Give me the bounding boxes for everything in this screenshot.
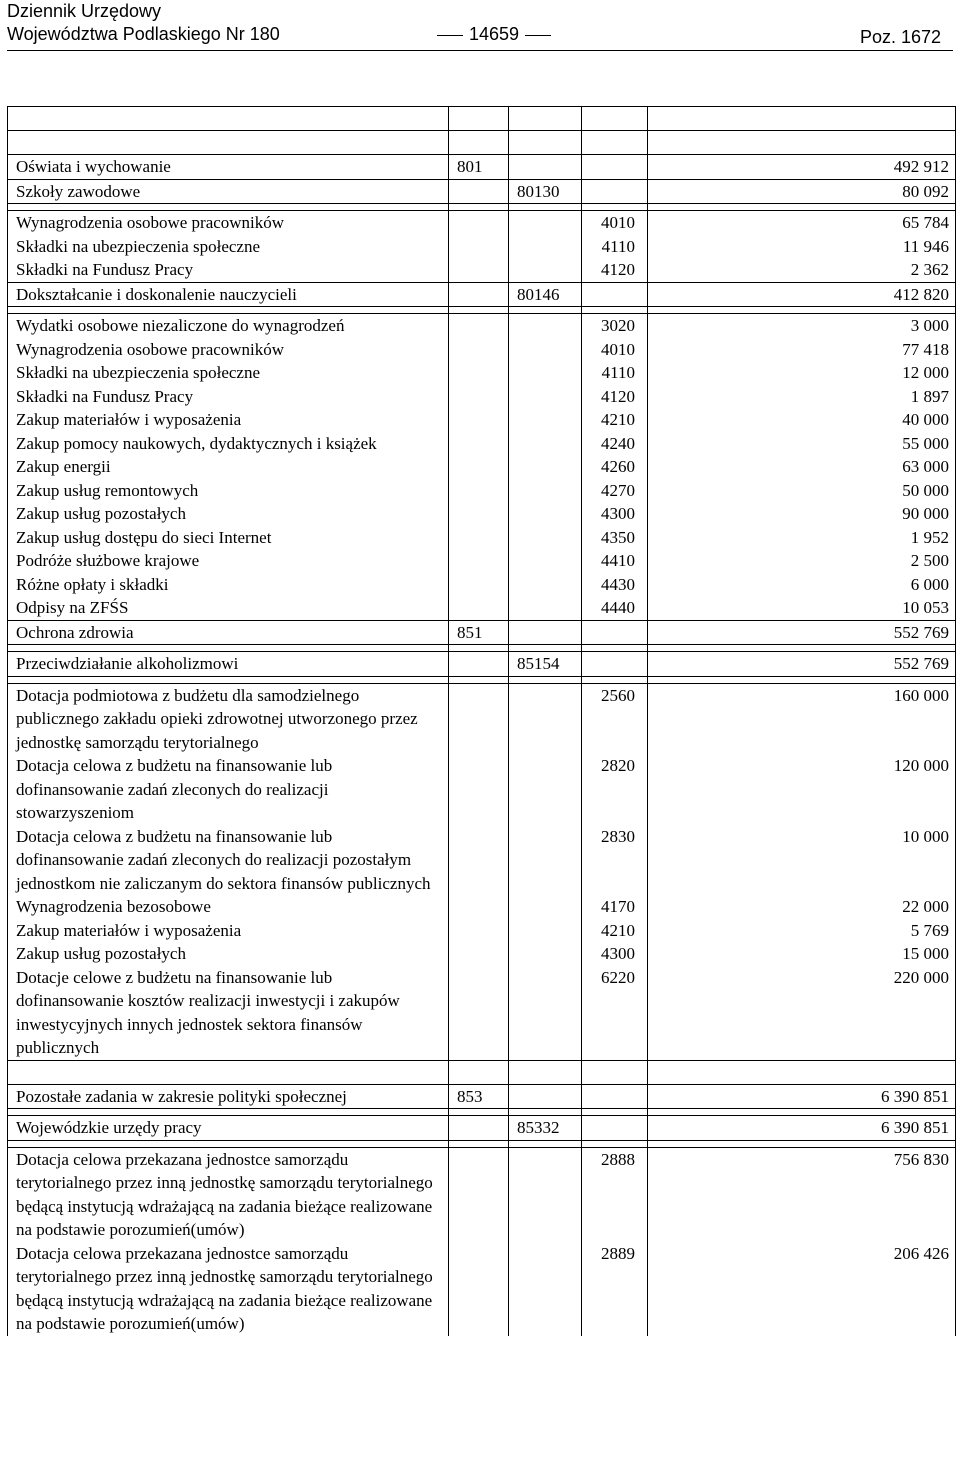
- position-number: Poz. 1672: [859, 27, 941, 47]
- section-row: [8, 652, 956, 677]
- amount-cell: 80 092: [648, 179, 956, 204]
- table-row: [8, 919, 956, 943]
- row-name: Dotacja celowa przekazana jednostce samorządu terytorialnego przez inną jednostkę samorządu terytorialnego będącą instytucją wdrażającą na zadania bieżące realizowane na podstawie porozumień(umów): [8, 1147, 449, 1242]
- dzial-cell: [449, 385, 509, 409]
- dzial-cell: [449, 652, 509, 677]
- spacer-row: [8, 645, 956, 652]
- dzial-cell: 853: [449, 1084, 509, 1109]
- row-name: Zakup materiałów i wyposażenia: [8, 408, 449, 432]
- dzial-cell: [449, 455, 509, 479]
- rozdzial-cell: [509, 314, 582, 338]
- empty-cell: [449, 1140, 509, 1147]
- row-name: Zakup usług dostępu do sieci Internet: [8, 526, 449, 550]
- rozdzial-cell: [509, 596, 582, 620]
- paragraf-cell: 4260: [582, 455, 648, 479]
- empty-cell: [449, 676, 509, 683]
- paragraf-cell: 2830: [582, 825, 648, 896]
- row-name: Zakup usług pozostałych: [8, 502, 449, 526]
- rozdzial-cell: [509, 919, 582, 943]
- rozdzial-cell: [509, 895, 582, 919]
- table-row: [8, 966, 956, 1061]
- table-row: [8, 895, 956, 919]
- table-row: [8, 1147, 956, 1242]
- empty-cell: [449, 307, 509, 314]
- rozdzial-cell: [509, 155, 582, 180]
- empty-cell: [582, 1060, 648, 1084]
- row-name: Wynagrodzenia osobowe pracowników: [8, 211, 449, 235]
- dash-right: [525, 35, 551, 36]
- empty-cell: [648, 307, 956, 314]
- empty-cell: [509, 676, 582, 683]
- dzial-cell: [449, 1116, 509, 1141]
- row-name: Odpisy na ZFŚS: [8, 596, 449, 620]
- row-name: Składki na ubezpieczenia społeczne: [8, 361, 449, 385]
- table-row: [8, 502, 956, 526]
- amount-cell: 6 000: [648, 573, 956, 597]
- empty-cell: [582, 676, 648, 683]
- table-row: [8, 1242, 956, 1336]
- paragraf-cell: [582, 1084, 648, 1109]
- rozdzial-cell: 80130: [509, 179, 582, 204]
- amount-cell: 412 820: [648, 282, 956, 307]
- empty-cell: [582, 131, 648, 155]
- empty-cell: [648, 107, 956, 131]
- section-row: [8, 179, 956, 204]
- dzial-cell: [449, 408, 509, 432]
- row-name: Pozostałe zadania w zakresie polityki społecznej: [8, 1084, 449, 1109]
- empty-cell: [648, 204, 956, 211]
- paragraf-cell: 4430: [582, 573, 648, 597]
- rozdzial-cell: [509, 1084, 582, 1109]
- row-name: Dokształcanie i doskonalenie nauczycieli: [8, 282, 449, 307]
- rozdzial-cell: [509, 1147, 582, 1242]
- rozdzial-cell: [509, 754, 582, 825]
- dzial-cell: [449, 258, 509, 282]
- row-name: Wojewódzkie urzędy pracy: [8, 1116, 449, 1141]
- empty-cell: [509, 307, 582, 314]
- rozdzial-cell: [509, 573, 582, 597]
- empty-cell: [8, 1140, 449, 1147]
- empty-cell: [8, 131, 449, 155]
- amount-cell: 2 500: [648, 549, 956, 573]
- rozdzial-cell: [509, 620, 582, 645]
- rozdzial-cell: [509, 683, 582, 754]
- amount-cell: 6 390 851: [648, 1084, 956, 1109]
- empty-cell: [648, 1060, 956, 1084]
- table-row: [8, 573, 956, 597]
- row-name: Dotacje celowe z budżetu na finansowanie lub dofinansowanie kosztów realizacji inwestycji i zakupów inwestycyjnych innych jednostek sektora finansów publicznych: [8, 966, 449, 1061]
- paragraf-cell: 4110: [582, 235, 648, 259]
- amount-cell: 3 000: [648, 314, 956, 338]
- amount-cell: 552 769: [648, 620, 956, 645]
- dzial-cell: [449, 361, 509, 385]
- amount-cell: 90 000: [648, 502, 956, 526]
- paragraf-cell: 4210: [582, 408, 648, 432]
- table-row: [8, 942, 956, 966]
- paragraf-cell: [582, 155, 648, 180]
- dzial-cell: [449, 966, 509, 1061]
- paragraf-cell: 4010: [582, 338, 648, 362]
- empty-cell: [509, 1060, 582, 1084]
- rozdzial-cell: [509, 211, 582, 235]
- empty-cell: [582, 1109, 648, 1116]
- paragraf-cell: 4300: [582, 502, 648, 526]
- empty-cell: [8, 204, 449, 211]
- table-row: [8, 825, 956, 896]
- row-name: Wydatki osobowe niezaliczone do wynagrodzeń: [8, 314, 449, 338]
- amount-cell: 11 946: [648, 235, 956, 259]
- row-name: Dotacja celowa z budżetu na finansowanie lub dofinansowanie zadań zleconych do realizacji stowarzyszeniom: [8, 754, 449, 825]
- dzial-cell: [449, 432, 509, 456]
- dzial-cell: [449, 479, 509, 503]
- table-row: [8, 754, 956, 825]
- paragraf-cell: 4300: [582, 942, 648, 966]
- paragraf-cell: 4110: [582, 361, 648, 385]
- section-row: [8, 620, 956, 645]
- row-name: Wynagrodzenia bezosobowe: [8, 895, 449, 919]
- empty-cell: [8, 1060, 449, 1084]
- empty-cell: [582, 645, 648, 652]
- empty-cell: [449, 1109, 509, 1116]
- paragraf-cell: 4350: [582, 526, 648, 550]
- document-header: [7, 0, 953, 51]
- amount-cell: 77 418: [648, 338, 956, 362]
- table-row: [8, 361, 956, 385]
- amount-cell: 2 362: [648, 258, 956, 282]
- dzial-cell: [449, 1147, 509, 1242]
- paragraf-cell: 2820: [582, 754, 648, 825]
- dzial-cell: [449, 942, 509, 966]
- empty-cell: [8, 107, 449, 131]
- empty-cell: [648, 1109, 956, 1116]
- page-number: [431, 23, 557, 45]
- amount-cell: 55 000: [648, 432, 956, 456]
- dzial-cell: [449, 596, 509, 620]
- spacer-row: [8, 307, 956, 314]
- section-row: [8, 155, 956, 180]
- paragraf-cell: 6220: [582, 966, 648, 1061]
- row-name: Składki na Fundusz Pracy: [8, 258, 449, 282]
- rozdzial-cell: [509, 825, 582, 896]
- paragraf-cell: [582, 1116, 648, 1141]
- table-row: [8, 432, 956, 456]
- amount-cell: 1 952: [648, 526, 956, 550]
- amount-cell: 206 426: [648, 1242, 956, 1336]
- empty-cell: [449, 131, 509, 155]
- amount-cell: 65 784: [648, 211, 956, 235]
- dzial-cell: [449, 683, 509, 754]
- dzial-cell: [449, 211, 509, 235]
- paragraf-cell: [582, 652, 648, 677]
- empty-cell: [509, 645, 582, 652]
- paragraf-cell: 4440: [582, 596, 648, 620]
- table-row: [8, 526, 956, 550]
- dzial-cell: [449, 179, 509, 204]
- paragraf-cell: 4010: [582, 211, 648, 235]
- rozdzial-cell: 85154: [509, 652, 582, 677]
- dzial-cell: [449, 314, 509, 338]
- dzial-cell: [449, 282, 509, 307]
- row-name: Zakup usług remontowych: [8, 479, 449, 503]
- amount-cell: 220 000: [648, 966, 956, 1061]
- table-row: [8, 479, 956, 503]
- empty-row: [8, 1060, 956, 1084]
- row-name: Dotacja celowa z budżetu na finansowanie lub dofinansowanie zadań zleconych do realizacji pozostałym jednostkom nie zaliczanym do sektora finansów publicznych: [8, 825, 449, 896]
- empty-row: [8, 107, 956, 131]
- empty-cell: [648, 645, 956, 652]
- empty-cell: [8, 676, 449, 683]
- section-row: [8, 1116, 956, 1141]
- table-row: [8, 385, 956, 409]
- empty-cell: [449, 645, 509, 652]
- amount-cell: 5 769: [648, 919, 956, 943]
- amount-cell: 160 000: [648, 683, 956, 754]
- section-row: [8, 282, 956, 307]
- empty-cell: [648, 131, 956, 155]
- row-name: Zakup energii: [8, 455, 449, 479]
- empty-cell: [509, 131, 582, 155]
- paragraf-cell: 2888: [582, 1147, 648, 1242]
- rozdzial-cell: [509, 1242, 582, 1336]
- paragraf-cell: 2889: [582, 1242, 648, 1336]
- row-name: Dotacja celowa przekazana jednostce samorządu terytorialnego przez inną jednostkę samorządu terytorialnego będącą instytucją wdrażającą na zadania bieżące realizowane na podstawie porozumień(umów): [8, 1242, 449, 1336]
- dzial-cell: [449, 526, 509, 550]
- amount-cell: 120 000: [648, 754, 956, 825]
- dzial-cell: 801: [449, 155, 509, 180]
- spacer-row: [8, 204, 956, 211]
- rozdzial-cell: [509, 549, 582, 573]
- empty-cell: [582, 204, 648, 211]
- paragraf-cell: 4170: [582, 895, 648, 919]
- dzial-cell: [449, 754, 509, 825]
- table-row: [8, 258, 956, 282]
- amount-cell: 492 912: [648, 155, 956, 180]
- rozdzial-cell: 85332: [509, 1116, 582, 1141]
- amount-cell: 10 000: [648, 825, 956, 896]
- paragraf-cell: [582, 620, 648, 645]
- empty-cell: [582, 307, 648, 314]
- row-name: Zakup usług pozostałych: [8, 942, 449, 966]
- dzial-cell: 851: [449, 620, 509, 645]
- empty-cell: [449, 107, 509, 131]
- row-name: Zakup pomocy naukowych, dydaktycznych i książek: [8, 432, 449, 456]
- rozdzial-cell: [509, 526, 582, 550]
- dzial-cell: [449, 338, 509, 362]
- empty-cell: [509, 1140, 582, 1147]
- empty-cell: [509, 1109, 582, 1116]
- spacer-row: [8, 1109, 956, 1116]
- amount-cell: 1 897: [648, 385, 956, 409]
- row-name: Podróże służbowe krajowe: [8, 549, 449, 573]
- amount-cell: 756 830: [648, 1147, 956, 1242]
- row-name: Zakup materiałów i wyposażenia: [8, 919, 449, 943]
- row-name: Oświata i wychowanie: [8, 155, 449, 180]
- table-row: [8, 338, 956, 362]
- page-number-value: 14659: [469, 24, 520, 44]
- row-name: Różne opłaty i składki: [8, 573, 449, 597]
- paragraf-cell: 3020: [582, 314, 648, 338]
- dzial-cell: [449, 895, 509, 919]
- paragraf-cell: 2560: [582, 683, 648, 754]
- rozdzial-cell: [509, 942, 582, 966]
- paragraf-cell: 4120: [582, 258, 648, 282]
- table-row: [8, 549, 956, 573]
- rozdzial-cell: [509, 385, 582, 409]
- amount-cell: 22 000: [648, 895, 956, 919]
- rozdzial-cell: [509, 502, 582, 526]
- empty-cell: [509, 107, 582, 131]
- table-row: [8, 596, 956, 620]
- rozdzial-cell: [509, 338, 582, 362]
- spacer-row: [8, 676, 956, 683]
- rozdzial-cell: [509, 258, 582, 282]
- rozdzial-cell: [509, 235, 582, 259]
- table-row: [8, 211, 956, 235]
- paragraf-cell: [582, 282, 648, 307]
- amount-cell: 50 000: [648, 479, 956, 503]
- journal-issue: Województwa Podlaskiego Nr 180: [7, 24, 280, 44]
- amount-cell: 6 390 851: [648, 1116, 956, 1141]
- paragraf-cell: 4410: [582, 549, 648, 573]
- budget-table: [7, 106, 956, 1336]
- dzial-cell: [449, 1242, 509, 1336]
- rozdzial-cell: [509, 432, 582, 456]
- table-row: [8, 683, 956, 754]
- rozdzial-cell: [509, 361, 582, 385]
- empty-cell: [648, 1140, 956, 1147]
- row-name: Ochrona zdrowia: [8, 620, 449, 645]
- empty-cell: [8, 307, 449, 314]
- dzial-cell: [449, 235, 509, 259]
- rozdzial-cell: [509, 966, 582, 1061]
- table-row: [8, 235, 956, 259]
- amount-cell: 15 000: [648, 942, 956, 966]
- empty-cell: [449, 204, 509, 211]
- row-name: Dotacja podmiotowa z budżetu dla samodzielnego publicznego zakładu opieki zdrowotnej utworzonego przez jednostkę samorządu terytorialnego: [8, 683, 449, 754]
- paragraf-cell: 4270: [582, 479, 648, 503]
- rozdzial-cell: [509, 479, 582, 503]
- paragraf-cell: 4210: [582, 919, 648, 943]
- row-name: Składki na ubezpieczenia społeczne: [8, 235, 449, 259]
- amount-cell: 40 000: [648, 408, 956, 432]
- rozdzial-cell: [509, 455, 582, 479]
- dzial-cell: [449, 502, 509, 526]
- section-row: [8, 1084, 956, 1109]
- empty-cell: [582, 107, 648, 131]
- empty-cell: [449, 1060, 509, 1084]
- spacer-row: [8, 1140, 956, 1147]
- amount-cell: 10 053: [648, 596, 956, 620]
- rozdzial-cell: 80146: [509, 282, 582, 307]
- amount-cell: 63 000: [648, 455, 956, 479]
- empty-cell: [582, 1140, 648, 1147]
- amount-cell: 552 769: [648, 652, 956, 677]
- table-row: [8, 314, 956, 338]
- table-row: [8, 408, 956, 432]
- empty-row: [8, 131, 956, 155]
- paragraf-cell: 4240: [582, 432, 648, 456]
- amount-cell: 12 000: [648, 361, 956, 385]
- dzial-cell: [449, 919, 509, 943]
- rozdzial-cell: [509, 408, 582, 432]
- row-name: Składki na Fundusz Pracy: [8, 385, 449, 409]
- budget-table-body: [8, 107, 956, 1336]
- dzial-cell: [449, 549, 509, 573]
- paragraf-cell: [582, 179, 648, 204]
- empty-cell: [8, 1109, 449, 1116]
- row-name: Wynagrodzenia osobowe pracowników: [8, 338, 449, 362]
- empty-cell: [8, 645, 449, 652]
- row-name: Szkoły zawodowe: [8, 179, 449, 204]
- dzial-cell: [449, 573, 509, 597]
- table-row: [8, 455, 956, 479]
- paragraf-cell: 4120: [582, 385, 648, 409]
- empty-cell: [509, 204, 582, 211]
- dzial-cell: [449, 825, 509, 896]
- empty-cell: [648, 676, 956, 683]
- journal-title: Dziennik Urzędowy: [7, 1, 162, 21]
- row-name: Przeciwdziałanie alkoholizmowi: [8, 652, 449, 677]
- dash-left: [437, 35, 463, 36]
